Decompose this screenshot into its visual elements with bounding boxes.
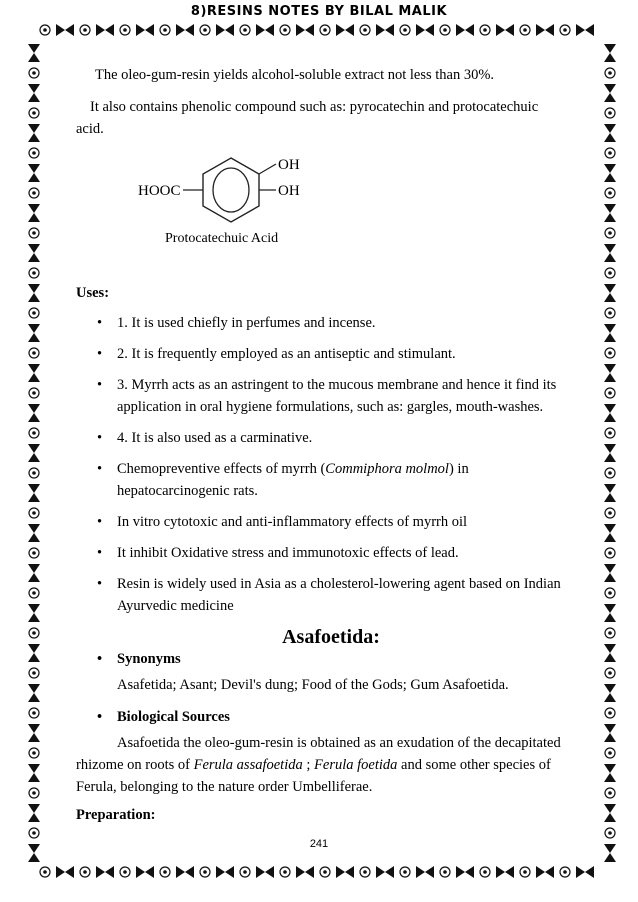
border-flower-motif — [29, 828, 39, 838]
commiphora-species: Commiphora molmol — [325, 461, 449, 477]
uses-list — [76, 312, 566, 617]
border-flower-motif — [29, 468, 39, 478]
border-bowtie-motif — [604, 44, 616, 62]
page-body — [76, 64, 566, 826]
border-flower-motif — [29, 628, 39, 638]
border-flower-motif — [280, 25, 290, 35]
border-flower-motif — [29, 348, 39, 358]
preparation-heading: Preparation: — [76, 807, 156, 823]
list-item: • 2. It is frequently employed as an antiseptic and stimulant. — [97, 343, 566, 365]
border-bowtie-motif — [604, 724, 616, 742]
border-flower-motif — [29, 428, 39, 438]
border-flower-motif — [240, 867, 250, 877]
border-flower-motif — [605, 348, 615, 358]
intro-paragraph-1: The oleo-gum-resin yields alcohol-soluble extract not less than 30%. — [95, 67, 495, 83]
border-flower-motif — [29, 508, 39, 518]
border-flower-motif — [560, 867, 570, 877]
border-flower-motif — [605, 268, 615, 278]
border-flower-motif — [560, 25, 570, 35]
border-bowtie-motif — [604, 804, 616, 822]
border-flower-motif — [29, 748, 39, 758]
border-bowtie-motif — [296, 24, 314, 36]
border-bowtie-motif — [604, 444, 616, 462]
border-flower-motif — [29, 308, 39, 318]
border-flower-motif — [605, 228, 615, 238]
border-flower-motif — [520, 867, 530, 877]
oh-right-label: OH — [278, 183, 300, 199]
border-bowtie-motif — [28, 244, 40, 262]
border-flower-motif — [240, 25, 250, 35]
list-item: • 4. It is also used as a carminative. — [97, 427, 566, 449]
border-bowtie-motif — [604, 564, 616, 582]
border-bowtie-motif — [136, 866, 154, 878]
uses-heading: Uses: — [76, 285, 110, 301]
border-bowtie-motif — [96, 24, 114, 36]
border-flower-motif — [605, 708, 615, 718]
border-bowtie-motif — [336, 866, 354, 878]
border-flower-motif — [480, 25, 490, 35]
biological-sources-text: Asafoetida the oleo-gum-resin is obtained as an exudation of the decapitated rhizome on roots of Ferula assafoetida ; Ferula foetida and some other species of Ferula, belonging to the nature order Umbelliferae. — [76, 735, 561, 795]
hooc-label: HOOC — [138, 183, 181, 199]
border-bowtie-motif — [28, 804, 40, 822]
border-bowtie-motif — [604, 604, 616, 622]
border-bowtie-motif — [536, 24, 554, 36]
border-bowtie-motif — [28, 84, 40, 102]
page-number: 241 — [309, 838, 329, 850]
border-flower-motif — [29, 668, 39, 678]
border-flower-motif — [605, 188, 615, 198]
border-bowtie-motif — [336, 24, 354, 36]
border-flower-motif — [29, 388, 39, 398]
list-item: • It inhibit Oxidative stress and immunotoxic effects of lead. — [97, 542, 566, 564]
border-flower-motif — [80, 25, 90, 35]
border-bowtie-motif — [496, 866, 514, 878]
oh-top-label: OH — [278, 157, 300, 173]
border-bowtie-motif — [256, 866, 274, 878]
border-bowtie-motif — [456, 866, 474, 878]
border-left — [28, 44, 40, 862]
border-flower-motif — [480, 867, 490, 877]
border-flower-motif — [605, 748, 615, 758]
border-bowtie-motif — [28, 324, 40, 342]
border-bowtie-motif — [604, 324, 616, 342]
biological-sources-heading: • Biological Sources — [97, 706, 566, 728]
border-flower-motif — [120, 25, 130, 35]
border-bowtie-motif — [96, 866, 114, 878]
border-bowtie-motif — [604, 284, 616, 302]
border-bowtie-motif — [604, 684, 616, 702]
border-flower-motif — [360, 867, 370, 877]
border-bowtie-motif — [576, 866, 594, 878]
border-bowtie-motif — [604, 484, 616, 502]
border-bowtie-motif — [28, 204, 40, 222]
border-flower-motif — [29, 188, 39, 198]
border-flower-motif — [29, 268, 39, 278]
border-flower-motif — [29, 548, 39, 558]
border-flower-motif — [280, 867, 290, 877]
asafoetida-list-2 — [76, 706, 566, 728]
border-bowtie-motif — [604, 204, 616, 222]
border-flower-motif — [440, 25, 450, 35]
list-item: • In vitro cytotoxic and anti-inflammatory effects of myrrh oil — [97, 511, 566, 533]
border-bowtie-motif — [536, 866, 554, 878]
border-bowtie-motif — [376, 24, 394, 36]
border-flower-motif — [29, 588, 39, 598]
protocatechuic-acid-structure — [76, 140, 566, 260]
border-flower-motif — [80, 867, 90, 877]
border-flower-motif — [320, 25, 330, 35]
border-bowtie-motif — [28, 164, 40, 182]
border-bowtie-motif — [256, 24, 274, 36]
border-flower-motif — [200, 25, 210, 35]
list-item: • Resin is widely used in Asia as a cholesterol-lowering agent based on Indian Ayurvedic medicine — [97, 573, 566, 617]
border-right — [604, 44, 616, 862]
border-flower-motif — [605, 788, 615, 798]
synonyms-text: Asafetida; Asant; Devil's dung; Food of the Gods; Gum Asafoetida. — [117, 677, 509, 693]
border-flower-motif — [605, 388, 615, 398]
border-flower-motif — [605, 108, 615, 118]
border-flower-motif — [605, 428, 615, 438]
border-bowtie-motif — [296, 866, 314, 878]
border-bowtie-motif — [28, 524, 40, 542]
border-flower-motif — [605, 508, 615, 518]
page-header: 8)RESINS NOTES BY BILAL MALIK — [190, 4, 448, 19]
list-item: • 3. Myrrh acts as an astringent to the mucous membrane and hence it find its application in oral hygiene formulations, such as: gargles, mouth-washes. — [97, 374, 566, 418]
border-flower-motif — [320, 867, 330, 877]
border-bowtie-motif — [28, 364, 40, 382]
border-flower-motif — [605, 148, 615, 158]
border-bowtie-motif — [216, 866, 234, 878]
border-bowtie-motif — [604, 164, 616, 182]
border-flower-motif — [40, 867, 50, 877]
border-bowtie-motif — [176, 866, 194, 878]
border-bowtie-motif — [28, 564, 40, 582]
border-flower-motif — [29, 68, 39, 78]
border-bowtie-motif — [604, 524, 616, 542]
border-bowtie-motif — [416, 866, 434, 878]
border-flower-motif — [200, 867, 210, 877]
border-flower-motif — [605, 308, 615, 318]
border-flower-motif — [29, 228, 39, 238]
asafoetida-title: Asafoetida: — [282, 626, 380, 648]
border-bowtie-motif — [456, 24, 474, 36]
border-flower-motif — [605, 588, 615, 598]
border-flower-motif — [120, 867, 130, 877]
border-flower-motif — [29, 788, 39, 798]
border-flower-motif — [605, 548, 615, 558]
border-flower-motif — [605, 828, 615, 838]
border-bowtie-motif — [136, 24, 154, 36]
border-flower-motif — [360, 25, 370, 35]
border-bowtie-motif — [604, 84, 616, 102]
border-flower-motif — [605, 468, 615, 478]
border-bowtie-motif — [604, 124, 616, 142]
border-flower-motif — [605, 68, 615, 78]
border-bowtie-motif — [28, 684, 40, 702]
list-item: • Chemopreventive effects of myrrh (Commiphora molmol) in hepatocarcinogenic rats. — [97, 458, 566, 502]
border-bowtie-motif — [176, 24, 194, 36]
border-flower-motif — [400, 25, 410, 35]
border-bowtie-motif — [56, 24, 74, 36]
intro-paragraph-2: It also contains phenolic compound such as: pyrocatechin and protocatechuic acid. — [76, 99, 539, 137]
synonyms-heading: • Synonyms — [97, 648, 566, 670]
benzene-ring-diagram — [136, 140, 376, 260]
list-item: • 1. It is used chiefly in perfumes and incense. — [97, 312, 566, 334]
border-bowtie-motif — [28, 44, 40, 62]
border-bowtie-motif — [604, 404, 616, 422]
border-bottom — [40, 866, 594, 878]
border-bowtie-motif — [216, 24, 234, 36]
border-bowtie-motif — [604, 764, 616, 782]
border-bowtie-motif — [28, 644, 40, 662]
border-bowtie-motif — [28, 124, 40, 142]
border-flower-motif — [29, 708, 39, 718]
border-bowtie-motif — [376, 866, 394, 878]
border-bowtie-motif — [496, 24, 514, 36]
border-flower-motif — [520, 25, 530, 35]
border-bowtie-motif — [28, 604, 40, 622]
border-bowtie-motif — [604, 644, 616, 662]
border-flower-motif — [29, 108, 39, 118]
border-flower-motif — [160, 867, 170, 877]
border-flower-motif — [400, 867, 410, 877]
border-flower-motif — [440, 867, 450, 877]
border-flower-motif — [605, 668, 615, 678]
border-flower-motif — [40, 25, 50, 35]
border-flower-motif — [29, 148, 39, 158]
border-flower-motif — [160, 25, 170, 35]
border-bowtie-motif — [56, 866, 74, 878]
border-bowtie-motif — [28, 724, 40, 742]
border-bowtie-motif — [604, 364, 616, 382]
border-bowtie-motif — [28, 764, 40, 782]
asafoetida-list — [76, 648, 566, 670]
border-bowtie-motif — [28, 284, 40, 302]
border-bowtie-motif — [28, 444, 40, 462]
border-bowtie-motif — [416, 24, 434, 36]
border-bowtie-motif — [604, 244, 616, 262]
border-bowtie-motif — [576, 24, 594, 36]
border-flower-motif — [605, 628, 615, 638]
border-bowtie-motif — [28, 404, 40, 422]
structure-caption: Protocatechuic Acid — [165, 231, 279, 246]
border-bowtie-motif — [28, 484, 40, 502]
border-top — [40, 24, 594, 36]
